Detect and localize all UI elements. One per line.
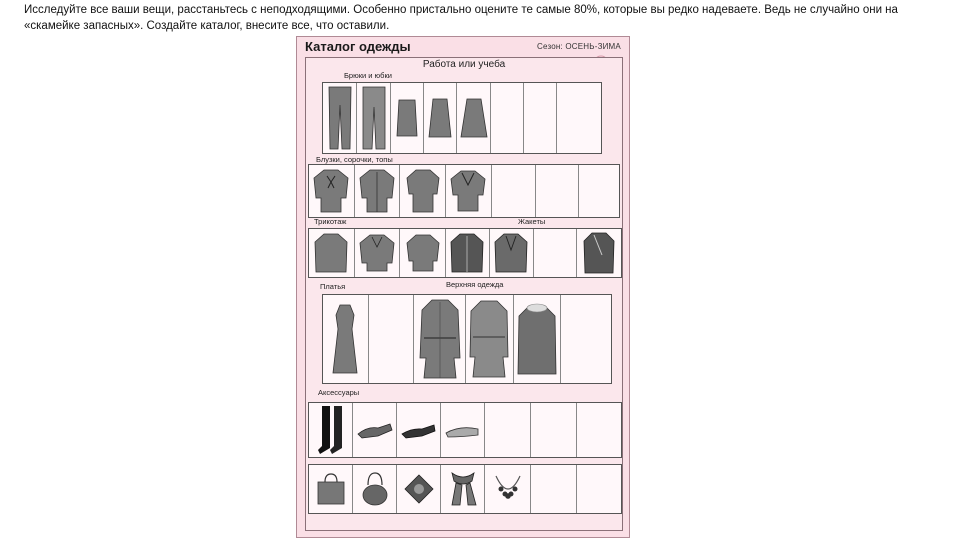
- blouse-bow-icon: [312, 168, 350, 214]
- dress-icon: [330, 303, 360, 375]
- coat-icon: [468, 299, 510, 379]
- wrap-blouse-icon: [449, 169, 487, 213]
- boots-icon: [316, 404, 346, 456]
- leather-jacket-icon: [582, 231, 616, 275]
- pencil-skirt-icon: [394, 98, 420, 138]
- catalog-cell: [397, 465, 441, 513]
- shoes-row: [308, 402, 622, 458]
- group-label-accessories: Аксессуары: [318, 388, 360, 397]
- catalog-cell-empty: [561, 295, 611, 383]
- knitwear-jackets-row: [308, 228, 622, 278]
- section-title: Работа или учеба: [422, 59, 506, 70]
- scarf-icon: [403, 473, 435, 505]
- heels-icon: [400, 420, 438, 440]
- group-label-knitwear: Трикотаж: [314, 217, 347, 226]
- knit-scarf-icon: [446, 471, 480, 507]
- season-label: Сезон: ОСЕНЬ-ЗИМА: [537, 42, 621, 51]
- catalog-cell-empty: [536, 165, 580, 217]
- catalog-cell: [441, 403, 485, 457]
- catalog-cell: [446, 165, 492, 217]
- clothing-catalog-sheet: [296, 36, 630, 538]
- blazer-icon: [493, 232, 529, 274]
- dresses-outerwear-row: [322, 294, 612, 384]
- catalog-cell: [309, 229, 355, 277]
- catalog-cell: [323, 295, 369, 383]
- catalog-cell-empty: [577, 403, 621, 457]
- catalog-cell-empty: [524, 83, 557, 153]
- catalog-cell: [577, 229, 621, 277]
- catalog-cell: [355, 229, 401, 277]
- group-label-dresses: Платья: [320, 282, 346, 291]
- necklace-icon: [492, 472, 524, 506]
- catalog-cell: [391, 83, 424, 153]
- catalog-cell: [323, 83, 357, 153]
- hobo-bag-icon: [360, 471, 390, 507]
- catalog-cell-empty: [531, 403, 577, 457]
- cardigan-icon: [358, 233, 396, 273]
- catalog-cell-empty: [577, 465, 621, 513]
- catalog-title: Каталог одежды: [305, 39, 411, 54]
- catalog-cell: [446, 229, 490, 277]
- group-label-bottoms: Брюки и юбки: [344, 71, 392, 80]
- group-label-outerwear: Верхняя одежда: [446, 280, 504, 289]
- catalog-cell-empty: [492, 165, 536, 217]
- sweater-icon: [313, 232, 349, 274]
- catalog-cell: [309, 165, 355, 217]
- a-line-skirt-icon: [459, 97, 489, 139]
- trousers-icon: [327, 85, 353, 151]
- catalog-cell: [353, 465, 397, 513]
- catalog-frame: [305, 57, 623, 531]
- catalog-cell: [355, 165, 401, 217]
- group-label-jackets: Жакеты: [518, 217, 546, 226]
- catalog-cell: [309, 403, 353, 457]
- catalog-cell: [309, 465, 353, 513]
- catalog-cell-empty: [557, 83, 601, 153]
- bags-row: [308, 464, 622, 514]
- instruction-text: Исследуйте все ваши вещи, расстаньтесь с неподходящими. Особенно пристально оцените те самые 80%, которые вы редко надеваете. Ведь не случайно они на «скамейке запасных». Создайте каталог, внесите все, что оставили.: [24, 4, 898, 32]
- catalog-cell: [514, 295, 562, 383]
- catalog-cell: [357, 83, 391, 153]
- catalog-cell: [414, 295, 466, 383]
- shirt-icon: [358, 168, 396, 214]
- blouses-row: [308, 164, 620, 218]
- catalog-cell: [424, 83, 457, 153]
- catalog-cell-empty: [369, 295, 415, 383]
- catalog-cell: [441, 465, 485, 513]
- catalog-cell: [466, 295, 514, 383]
- catalog-cell-empty: [534, 229, 578, 277]
- fur-trim-coat-icon: [516, 302, 558, 376]
- catalog-cell: [353, 403, 397, 457]
- top-icon: [405, 168, 441, 214]
- catalog-cell: [400, 229, 446, 277]
- group-label-blouses: Блузки, сорочки, топы: [316, 155, 393, 164]
- flats-icon: [444, 421, 482, 439]
- bottoms-row: [322, 82, 602, 154]
- catalog-cell: [397, 403, 441, 457]
- skirt-icon: [427, 97, 453, 139]
- catalog-cell-empty: [491, 83, 524, 153]
- catalog-cell-empty: [579, 165, 619, 217]
- catalog-cell: [400, 165, 446, 217]
- pullover-icon: [405, 233, 441, 273]
- catalog-cell-empty: [531, 465, 577, 513]
- catalog-cell: [457, 83, 491, 153]
- catalog-cell-empty: [485, 403, 531, 457]
- knit-jacket-icon: [449, 232, 485, 274]
- trench-coat-icon: [418, 298, 462, 380]
- handbag-icon: [315, 472, 347, 506]
- trousers-icon: [361, 85, 387, 151]
- pumps-icon: [356, 420, 394, 440]
- catalog-cell: [485, 465, 531, 513]
- catalog-cell: [490, 229, 534, 277]
